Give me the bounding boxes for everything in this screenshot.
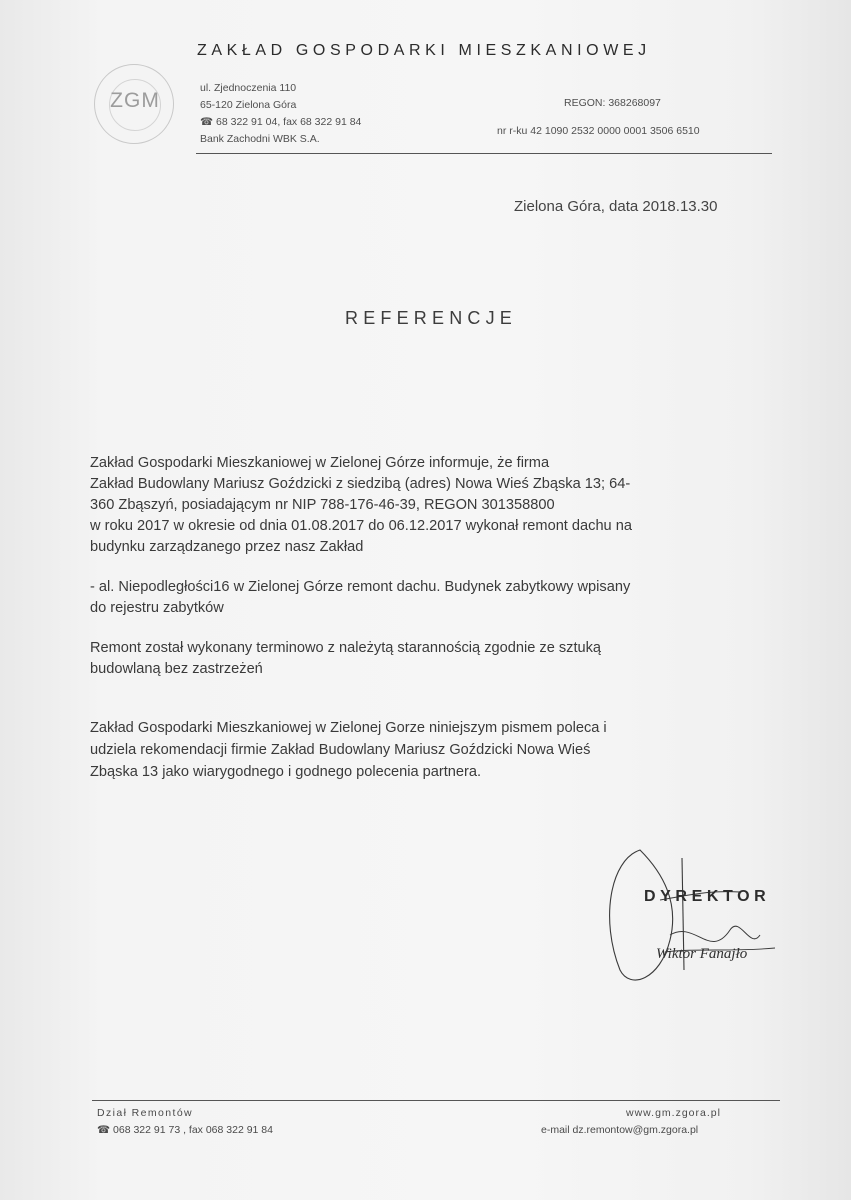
handwritten-signature — [600, 840, 800, 1000]
footer-phone — [97, 1124, 273, 1136]
place-and-date: Zielona Góra, data 2018.13.30 — [514, 198, 718, 215]
body-line: Zakład Budowlany Mariusz Goździcki z siedzibą (adres) Nowa Wieś Zbąska 13; 64- — [90, 476, 631, 492]
body-line: Zbąska 13 jako wiarygodnego i godnego polecenia partnera. — [90, 764, 482, 780]
footer-department: Dział Remontów — [97, 1107, 194, 1119]
body-line: budynku zarządzanego przez nasz Zakład — [90, 539, 364, 555]
organization-name: ZAKŁAD GOSPODARKI MIESZKANIOWEJ — [197, 42, 651, 59]
body-line: - al. Niepodległości16 w Zielonej Górze remont dachu. Budynek zabytkowy wpisany — [90, 579, 631, 595]
body-line: Remont został wykonany terminowo z należytą starannością zgodnie ze sztuką — [90, 640, 602, 656]
phone-icon: ☎ — [200, 116, 214, 128]
body-line: Zakład Gospodarki Mieszkaniowej w Zielonej Gorze niniejszym pismem poleca i — [90, 720, 607, 736]
bank-name: Bank Zachodni WBK S.A. — [200, 133, 320, 145]
body-line: 360 Zbąszyń, posiadającym nr NIP 788-176-46-39, REGON 301358800 — [90, 497, 555, 513]
footer-website[interactable]: www.gm.zgora.pl — [626, 1107, 721, 1119]
body-line: Zakład Gospodarki Mieszkaniowej w Zielonej Górze informuje, że firma — [90, 455, 550, 471]
body-line: do rejestru zabytków — [90, 600, 224, 616]
footer-email[interactable]: e-mail dz.remontow@gm.zgora.pl — [541, 1124, 699, 1136]
logo-text: ZGM — [110, 89, 160, 112]
address-city: 65-120 Zielona Góra — [200, 99, 297, 111]
phone-icon: ☎ — [97, 1124, 111, 1136]
header-divider — [196, 153, 772, 154]
header-phone-text: 68 322 91 04, fax 68 322 91 84 — [216, 116, 362, 128]
document-title: REFERENCJE — [345, 308, 518, 328]
footer-phone-text: 068 322 91 73 , fax 068 322 91 84 — [113, 1124, 273, 1136]
body-line: udziela rekomendacji firmie Zakład Budowlany Mariusz Goździcki Nowa Wieś — [90, 742, 591, 758]
footer-divider — [92, 1100, 780, 1101]
account-number: nr r-ku 42 1090 2532 0000 0001 3506 6510 — [497, 125, 700, 137]
body-line: budowlaną bez zastrzeżeń — [90, 661, 263, 677]
signer-name: Wiktor Fanajło — [656, 946, 748, 962]
regon-number: REGON: 368268097 — [564, 97, 661, 109]
address-street: ul. Zjednoczenia 110 — [200, 82, 297, 94]
body-line: w roku 2017 w okresie od dnia 01.08.2017 do 06.12.2017 wykonał remont dachu na — [90, 518, 632, 534]
zgm-logo — [94, 64, 174, 144]
header-phone — [200, 116, 361, 128]
signature-title: DYREKTOR — [644, 888, 771, 905]
